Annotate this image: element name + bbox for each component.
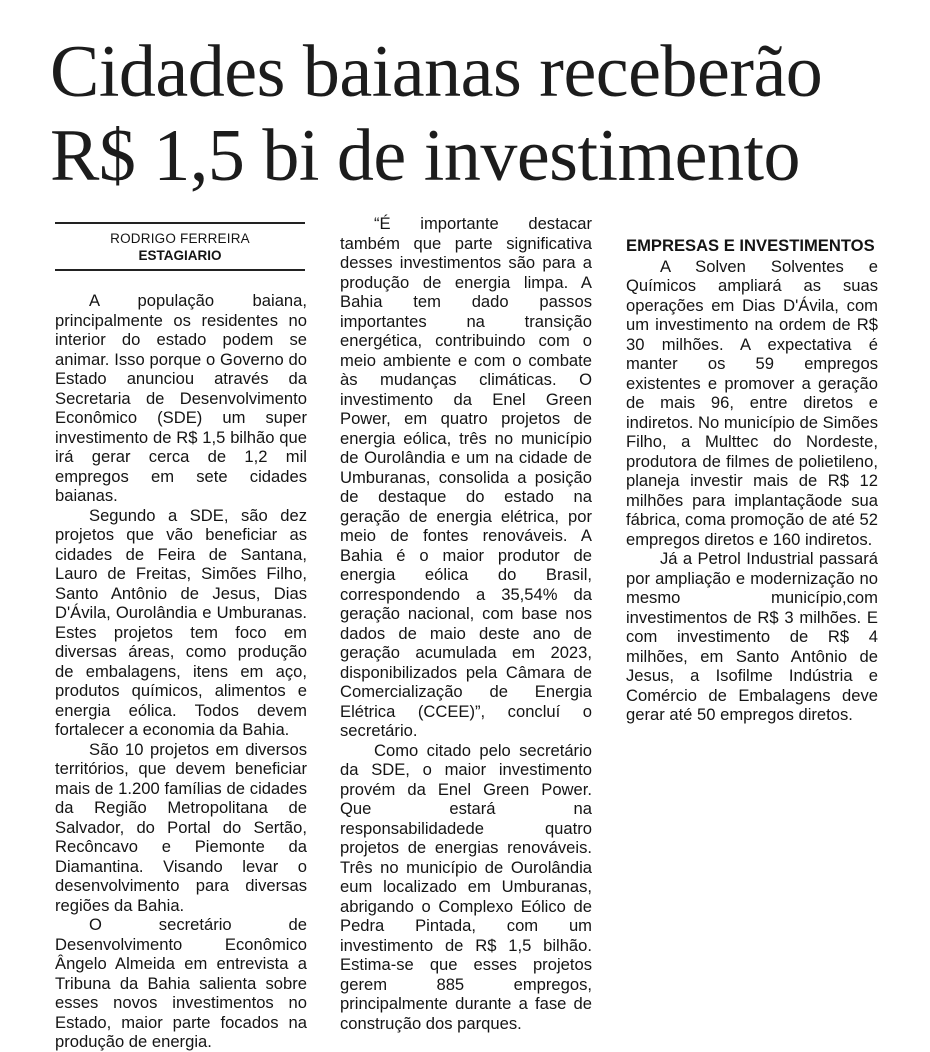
paragraph: A Solven Solventes e Químicos ampliará as suas operações em Dias D'Ávila, com um investimento na ordem de R$ 30 milhões. A expectativa é manter os 59 empregos existentes e promover a geração de mais 96, entre diretos e indiretos. No município de Simões Filho, a Multtec do Nordeste, produtora de filmes de polietileno, planeja investir mais de R$ 12 milhões para implantaçãode sua fábrica, coma promoção de até 52 empregos diretos e 160 indiretos. xyxy=(626,256,878,549)
headline xyxy=(50,30,890,198)
headline-line-2: R$ 1,5 bi de investimento xyxy=(50,115,801,197)
paragraph: A população baiana, principalmente os residentes no interior do estado podem se animar. Isso porque o Governo do Estado anunciou através da Secretaria de Desenvolvimento Econômico (SDE) um super investimento de R$ 1,5 bilhão que irá gerar cerca de 1,2 mil empregos em sete cidades baianas. xyxy=(55,291,307,505)
paragraph: São 10 projetos em diversos territórios, que devem beneficiar mais de 1.200 famílias de cidades da Região Metropolitana de Salvador, do Portal do Sertão, Recôncavo e Piemonte da Diamantina. Visando levar o desenvolvimento para diversas regiões da Bahia. xyxy=(55,739,307,915)
paragraph: Segundo a SDE, são dez projetos que vão beneficiar as cidades de Feira de Santana, Lauro de Freitas, Simões Filho, Santo Antônio de Jesus, Dias D'Ávila, Ourolândia e Umburanas. Estes projetos tem foco em diversas áreas, como produção de embalagens, itens em aço, produtos químicos, alimentos e energia eólica. Todos devem fortalecer a economia da Bahia. xyxy=(55,505,307,739)
article-column-1 xyxy=(55,291,307,1052)
article-column-2 xyxy=(340,214,592,1033)
paragraph: Como citado pelo secretário da SDE, o maior investimento provém da Enel Green Power. Que estará na responsabilidadede quatro projetos de energias renováveis. Três no município de Ourolândia eum localizado em Umburanas, abrigando o Complexo Eólico de Pedra Pintada, com um investimento de R$ 1,5 bilhão. Estima-se que esses projetos gerem 885 empregos, principalmente durante a fase de construção dos parques. xyxy=(340,740,592,1033)
author-role: ESTAGIARIO xyxy=(138,248,222,263)
article-column-3 xyxy=(626,214,878,725)
paragraph: O secretário de Desenvolvimento Econômico Ângelo Almeida em entrevista a Tribuna da Bahia salienta sobre esses novos investimentos no Estado, maior parte focados na produção de energia. xyxy=(55,915,307,1051)
author-name: RODRIGO FERREIRA xyxy=(110,231,250,246)
paragraph: Já a Petrol Industrial passará por ampliação e modernização no mesmo município,com investimentos de R$ 3 milhões. E com investimento de R$ 4 milhões, em Santo Antônio de Jesus, a Isofilme Indústria e Comércio de Embalagens deve gerar até 50 empregos diretos. xyxy=(626,549,878,724)
byline xyxy=(55,222,305,271)
headline-line-1: Cidades baianas receberão xyxy=(50,31,823,113)
paragraph: “É importante destacar também que parte significativa desses investimentos são para a produção de energia limpa. A Bahia tem dado passos importantes na transição energética, contribuindo com o meio ambiente e com o combate às mudanças climáticas. O investimento da Enel Green Power, em quatro projetos de energia eólica, três no município de Ourolândia e um na cidade de Umburanas, consolida a posição de destaque do estado na geração de energia elétrica, por meio de fontes renováveis. A Bahia é o maior produtor de energia eólica do Brasil, correspondendo a 35,54% da geração nacional, com base nos dados de maio deste ano de geração acumulada em 2023, disponibilizados pela Câmara de Comercialização de Energia Elétrica (CCEE)”, concluí o secretário. xyxy=(340,214,592,740)
section-subheading: EMPRESAS E INVESTIMENTOS xyxy=(626,236,875,255)
